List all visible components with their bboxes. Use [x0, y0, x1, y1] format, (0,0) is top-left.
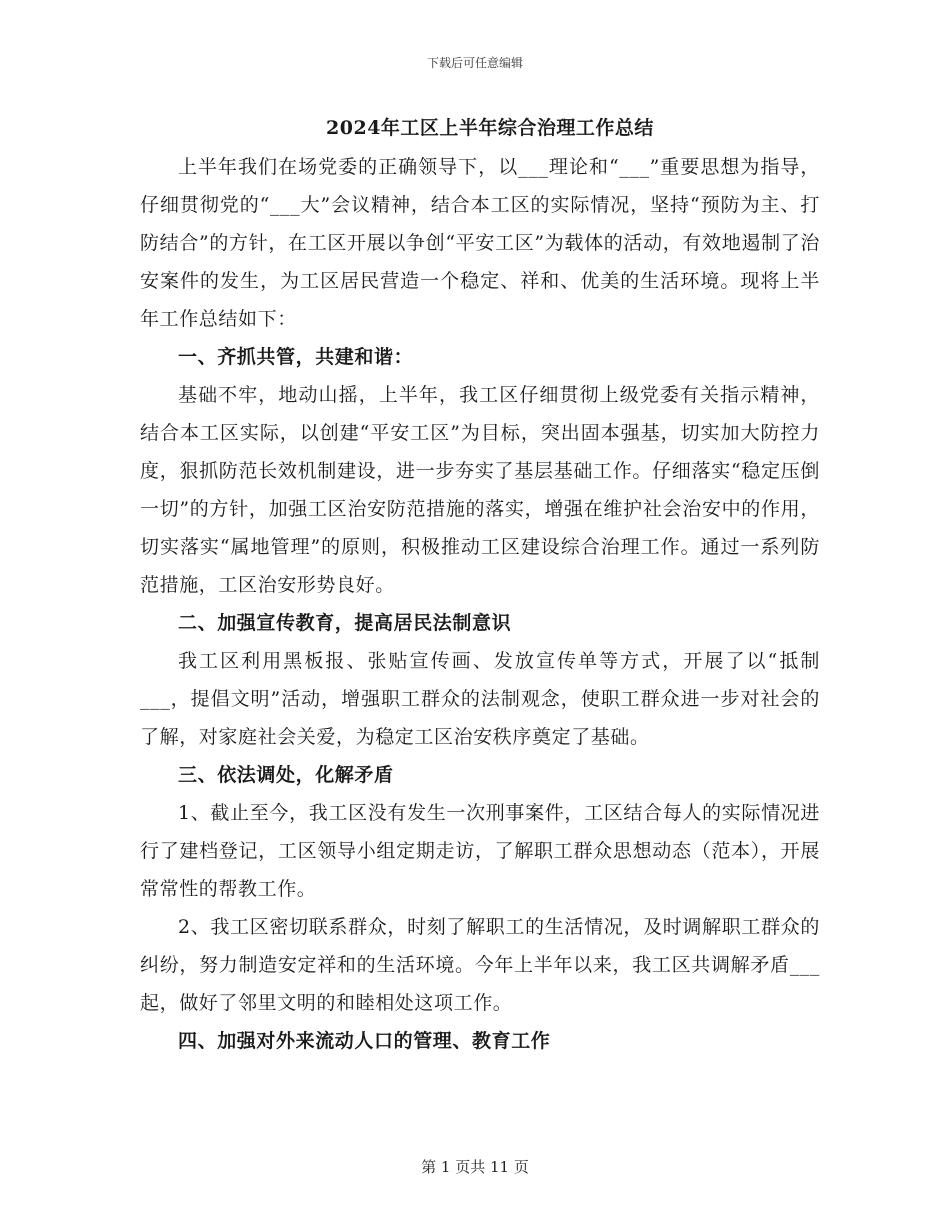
section-heading-2: 二、加强宣传教育，提高居民法制意识: [178, 612, 512, 634]
section-3-paragraph-2: 2、我工区密切联系群众，时刻了解职工的生活情况，及时调解职工群众的纠纷，努力制造安定祥和的生活环境。今年上半年以来，我工区共调解矛盾___起，做好了邻里文明的和睦相处这项工作。: [140, 916, 820, 1014]
document-title: 2024年工区上半年综合治理工作总结: [326, 117, 654, 139]
header-note: 下载后可任意编辑: [426, 56, 523, 70]
section-heading-1: 一、齐抓共管，共建和谐：: [178, 346, 414, 368]
section-1-paragraph: 基础不牢，地动山摇，上半年，我工区仔细贯彻上级党委有关指示精神，结合本工区实际，以创建“平安工区”为目标，突出固本强基，切实加大防控力度，狠抓防范长效机制建设，进一步夯实了基层基础工作。仔细落实“稳定压倒一切”的方针，加强工区治安防范措施的落实，增强在维护社会治安中的作用，切实落实“属地管理”的原则，积极推动工区建设综合治理工作。通过一系列防范措施，工区治安形势良好。: [140, 384, 820, 596]
section-3-paragraph-1: 1、截止至今，我工区没有发生一次刑事案件，工区结合每人的实际情况进行了建档登记，工区领导小组定期走访，了解职工群众思想动态（范本），开展常常性的帮教工作。: [140, 802, 820, 900]
section-heading-4: 四、加强对外来流动人口的管理、教育工作: [178, 1030, 551, 1052]
page-footer: 第 1 页共 11 页: [421, 1158, 529, 1176]
document-body: [140, 114, 820, 1060]
intro-paragraph: 上半年我们在场党委的正确领导下，以___理论和“___”重要思想为指导，仔细贯彻党的“___大”会议精神，结合本工区的实际情况，坚持“预防为主、打防结合”的方针，在工区开展以争创“平安工区”为载体的活动，有效地遏制了治安案件的发生，为工区居民营造一个稳定、祥和、优美的生活环境。现将上半年工作总结如下：: [140, 156, 820, 330]
section-2-paragraph: 我工区利用黑板报、张贴宣传画、发放宣传单等方式，开展了以“抵制___，提倡文明”活动，增强职工群众的法制观念，使职工群众进一步对社会的了解，对家庭社会关爱，为稳定工区治安秩序奠定了基础。: [140, 650, 820, 748]
section-heading-3: 三、依法调处，化解矛盾: [178, 764, 394, 786]
